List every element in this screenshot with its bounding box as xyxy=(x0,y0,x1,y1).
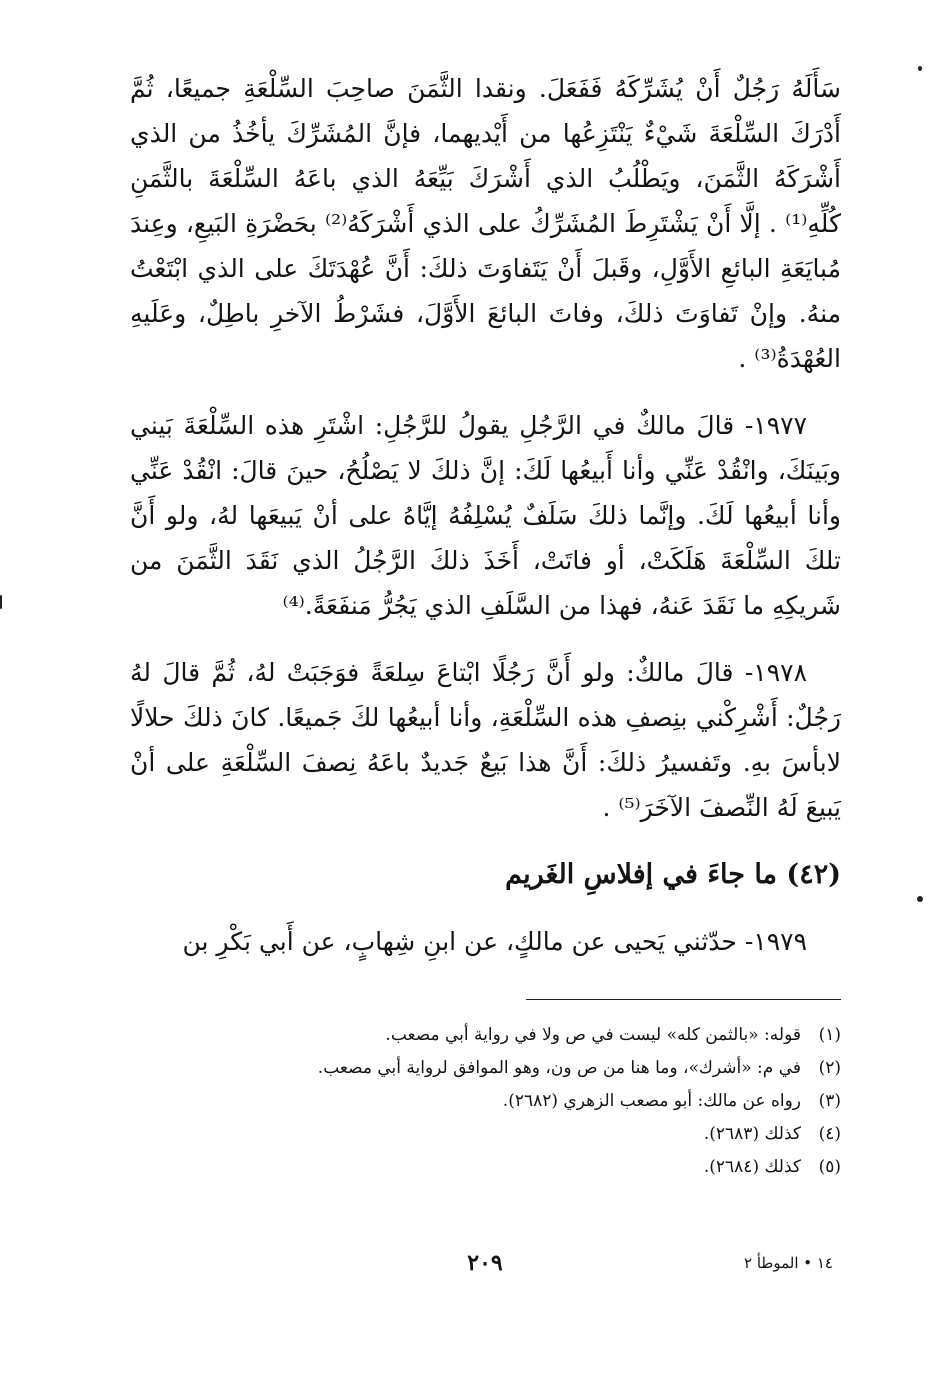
footnotes-list xyxy=(130,1019,841,1184)
footnote-number: (١) xyxy=(818,1025,841,1045)
footnote-text: في م: «أشرك»، وما هنا من ص ون، وهو الموافق لرواية أبي مصعب. xyxy=(317,1058,801,1078)
scan-speck xyxy=(0,595,2,609)
page-number: ٢٠٩ xyxy=(467,1250,503,1276)
footnote-number: (٥) xyxy=(818,1157,841,1177)
signature-mark: ١٤ • الموطأ ٢ xyxy=(743,1254,833,1272)
footnote-text: كذلك (٢٦٨٤). xyxy=(703,1157,801,1177)
footnote-number: (٢) xyxy=(818,1058,841,1078)
footnote-number: (٣) xyxy=(818,1091,841,1111)
footnote-item xyxy=(130,1052,841,1085)
paragraph-continued: سَأَلَهُ رَجُلٌ أَنْ يُشَرِّكَهُ فَفَعَلَ. ونقدا الثَّمَنَ صاحِبَ السِّلْعَةِ جميعًا، ثُمَّ أَدْرَكَ السِّلْعَةَ شَيْءٌ يَنْتَزِعُها من أَيْديهما، فإنَّ المُشَرِّكَ يأخُذُ من الذي أَشْرَكَهُ الثَّمَنَ، ويَطْلُبُ الذي أَشْرَكَ بَيِّعَهُ الذي باعَهُ السِّلْعَةَ بالثَّمَنِ كُلِّهِ⁽¹⁾ . إلَّا أَنْ يَشْتَرِطَ المُشَرِّكُ على الذي أَشْرَكَهُ⁽²⁾ بحَضْرَةِ البَيعِ، وعِندَ مُبايَعَةِ البائعِ الأَوَّلِ، وقَبلَ أَنْ يَتَفاوَتَ ذلكَ: أَنَّ عُهْدَتَكَ على الذي ابْتَعْتُ منهُ. وإنْ تَفاوَتَ ذلكَ، وفاتَ البائعَ الأَوَّلَ، فشَرْطُ الآخرِ باطِلٌ، وعَلَيهِ العُهْدَةُ⁽³⁾ . xyxy=(130,74,841,373)
footnote-item xyxy=(130,1151,841,1184)
paragraph-1979: ١٩٧٩- حدّثني يَحيى عن مالكٍ، عن ابنِ شِهابٍ، عن أَبي بَكْرِ بن xyxy=(182,927,807,956)
footnote-divider xyxy=(526,999,841,1000)
paragraph-1978: ١٩٧٨- قالَ مالكٌ: ولو أَنَّ رَجُلًا ابْتاعَ سِلعَةً فوَجَبَتْ لهُ، ثُمَّ قالَ لهُ رَجُلٌ: أَشْرِكْني بنِصفِ هذه السِّلْعَةِ، وأنا أبيعُها لكَ جَميعًا. كانَ ذلكَ حلالًا لابأسَ بهِ. وتَفسيرُ ذلكَ: أَنَّ هذا بَيعٌ جَديدٌ باعَهُ نِصفَ السِّلْعَةِ على أنْ يَبيعَ لَهُ النِّصفَ الآخَرَ⁽⁵⁾ . xyxy=(130,658,841,822)
section-heading: (٤٢) ما جاءَ في إفلاسِ الغَريم xyxy=(505,859,841,890)
footnote-item xyxy=(130,1019,841,1052)
page-footer xyxy=(0,1250,929,1280)
scan-speck xyxy=(918,66,922,71)
scan-speck xyxy=(917,896,923,902)
footnote-number: (٤) xyxy=(818,1124,841,1144)
footnote-item xyxy=(130,1118,841,1151)
footnote-text: كذلك (٢٦٨٣). xyxy=(703,1124,801,1144)
paragraph-1977: ١٩٧٧- قالَ مالكٌ في الرَّجُلِ يقولُ للرَّجُلِ: اشْتَرِ هذه السِّلْعَةَ بَيني وبَينَكَ، وانْقُدْ عَنِّي وأنا أَبيعُها لَكَ: إنَّ ذلكَ لا يَصْلُحُ، حينَ قالَ: انْقُدْ عَنِّي وأنا أبيعُها لَكَ. وإنَّما ذلكَ سَلَفٌ يُسْلِفُهُ إيَّاهُ على أنْ يَبيعَها لهُ، ولو أَنَّ تلكَ السِّلْعَةَ هَلَكَتْ، أو فاتَتْ، أَخَذَ ذلكَ الرَّجُلُ الذي نَقَدَ الثَّمَنَ من شَريكِهِ ما نَقَدَ عَنهُ، فهذا من السَّلَفِ الذي يَجُرُّ مَنفَعَةً.⁽⁴⁾ xyxy=(130,411,841,620)
footnote-text: رواه عن مالك: أبو مصعب الزهري (٢٦٨٢). xyxy=(502,1091,801,1111)
footnote-item xyxy=(130,1085,841,1118)
main-text xyxy=(130,66,841,964)
footnote-text: قوله: «بالثمن كله» ليست في ص ولا في رواية أبي مصعب. xyxy=(385,1025,801,1045)
